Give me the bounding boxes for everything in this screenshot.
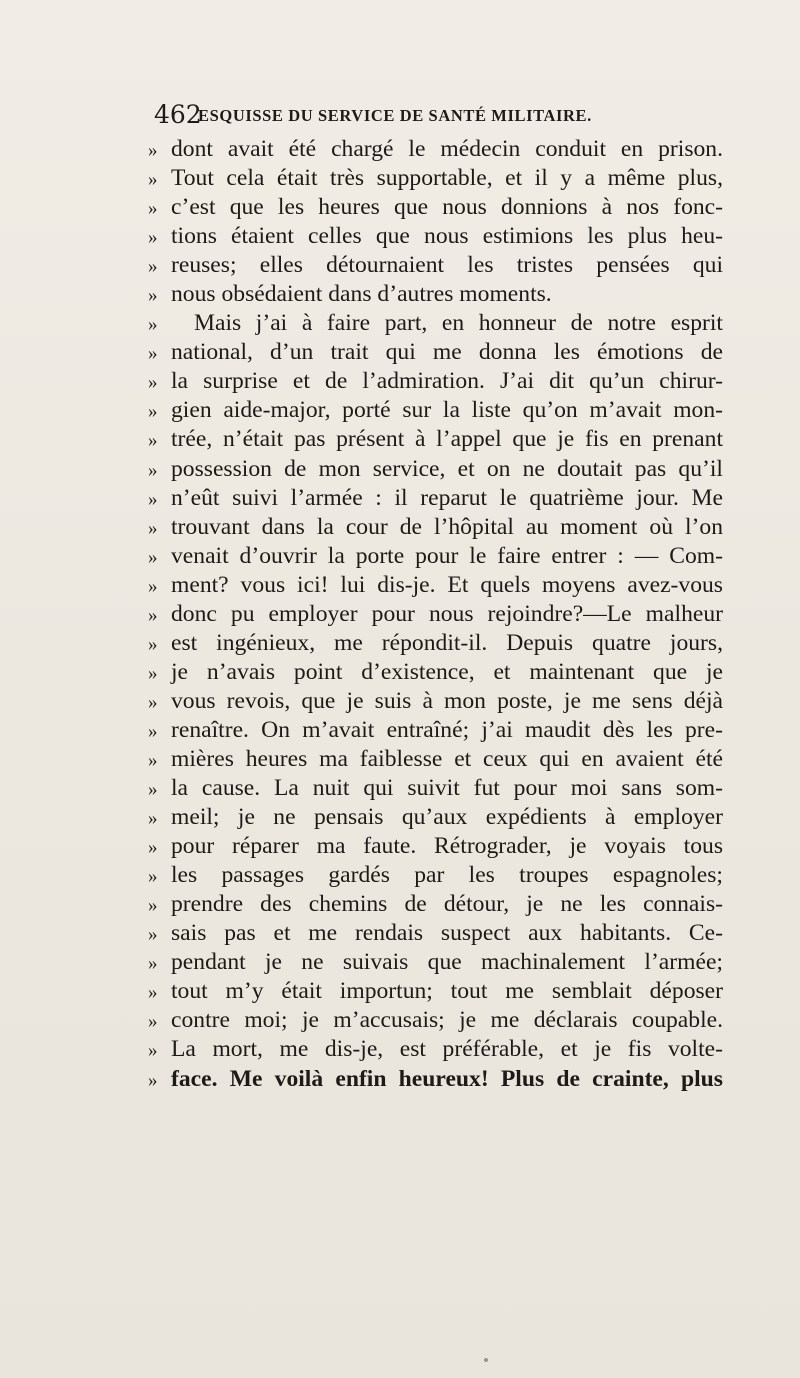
- line-text: dont avait été chargé le médecin conduit en prison.: [171, 136, 723, 162]
- page-header: [154, 100, 714, 130]
- page-number: 462: [154, 100, 202, 129]
- text-line: [148, 600, 723, 629]
- line-text: la cause. La nuit qui suivit fut pour moi sans som-: [171, 775, 723, 802]
- quote-mark: »: [148, 198, 158, 220]
- quote-mark: »: [148, 372, 158, 394]
- text-line: [148, 164, 723, 193]
- text-line: [148, 716, 723, 745]
- quote-mark: »: [148, 895, 158, 917]
- line-text: les passages gardés par les troupes espagnoles;: [171, 862, 723, 889]
- text-line: [148, 774, 723, 803]
- text-line: [148, 396, 723, 425]
- text-line: [148, 571, 723, 600]
- text-line: [148, 832, 723, 861]
- quote-mark: »: [148, 691, 158, 713]
- quote-mark: »: [148, 575, 158, 597]
- quote-mark: »: [148, 488, 158, 510]
- text-line: [148, 629, 723, 658]
- text-line: [148, 425, 723, 454]
- body-text: [148, 135, 723, 1094]
- quote-mark: »: [148, 924, 158, 946]
- quote-mark: »: [148, 227, 158, 249]
- quote-mark: »: [148, 662, 158, 684]
- line-text: tout m’y était importun; tout me semblait déposer: [171, 978, 723, 1005]
- text-line: [148, 861, 723, 890]
- line-text: mières heures ma faiblesse et ceux qui en avaient été: [171, 745, 723, 772]
- line-text: gien aide-major, porté sur la liste qu’on m’avait mon-: [171, 397, 723, 424]
- quote-mark: »: [148, 633, 158, 655]
- text-line: [148, 919, 723, 948]
- line-text: trée, n’était pas présent à l’appel que je fis en prenant: [171, 426, 723, 453]
- text-line: [148, 455, 723, 484]
- text-line: [148, 251, 723, 280]
- text-line: [148, 135, 723, 164]
- line-text: venait d’ouvrir la porte pour le faire entrer : — Com-: [171, 542, 723, 569]
- text-line: [148, 948, 723, 977]
- quote-mark: »: [148, 546, 158, 568]
- line-text: nous obsédaient dans d’autres moments.: [171, 281, 552, 308]
- text-line: [148, 803, 723, 832]
- line-text: meil; je ne pensais qu’aux expédients à employer: [171, 804, 723, 831]
- text-line: [148, 745, 723, 774]
- text-line: [148, 687, 723, 716]
- quote-mark: »: [148, 256, 158, 278]
- quote-mark: »: [148, 720, 158, 742]
- line-text: sais pas et me rendais suspect aux habitants. Ce-: [171, 920, 723, 947]
- text-line: [148, 977, 723, 1006]
- line-text: tions étaient celles que nous estimions les plus heu-: [171, 223, 723, 250]
- line-text: c’est que les heures que nous donnions à nos fonc-: [171, 194, 723, 221]
- line-text: national, d’un trait qui me donna les émotions de: [171, 339, 723, 366]
- text-line: [148, 484, 723, 513]
- quote-mark: »: [148, 1069, 158, 1091]
- quote-mark: »: [148, 604, 158, 626]
- line-text: vous revois, que je suis à mon poste, je me sens déjà: [171, 687, 723, 714]
- quote-mark: »: [148, 285, 158, 307]
- line-text: la surprise et de l’admiration. J’ai dit qu’un chirur-: [171, 368, 723, 395]
- line-text: reuses; elles détournaient les tristes pensées qui: [171, 252, 723, 279]
- line-text: est ingénieux, me répondit-il. Depuis quatre jours,: [171, 629, 723, 656]
- quote-mark: »: [148, 169, 158, 191]
- text-line: [148, 1006, 723, 1035]
- text-line: [148, 513, 723, 542]
- quote-mark: »: [148, 343, 158, 365]
- text-line: [148, 1065, 723, 1094]
- line-text: contre moi; je m’accusais; je me déclarais coupable.: [171, 1007, 723, 1034]
- line-text: La mort, me dis-je, est préférable, et je fis volte-: [171, 1036, 723, 1063]
- line-text: possession de mon service, et on ne doutait pas qu’il: [171, 455, 723, 482]
- quote-mark: »: [148, 1040, 158, 1062]
- quote-mark: »: [148, 749, 158, 771]
- line-text: face. Me voilà enfin heureux! Plus de crainte, plus: [171, 1065, 723, 1092]
- text-line: [148, 1035, 723, 1064]
- quote-mark: »: [148, 808, 158, 830]
- line-text: donc pu employer pour nous rejoindre?—Le malheur: [171, 600, 723, 627]
- quote-mark: »: [148, 953, 158, 975]
- text-line: [148, 542, 723, 571]
- text-line: [148, 309, 723, 338]
- ink-spot: [484, 1358, 488, 1362]
- line-text: renaître. On m’avait entraîné; j’ai maudit dès les pre-: [171, 716, 723, 743]
- quote-mark: »: [148, 866, 158, 888]
- quote-mark: »: [148, 314, 158, 336]
- line-text: Tout cela était très supportable, et il y a même plus,: [171, 165, 723, 192]
- quote-mark: »: [148, 837, 158, 859]
- text-line: [148, 280, 723, 309]
- line-text: pour réparer ma faute. Rétrograder, je voyais tous: [171, 833, 723, 860]
- line-text: Mais j’ai à faire part, en honneur de notre esprit: [194, 310, 723, 337]
- line-text: ment? vous ici! lui dis-je. Et quels moyens avez-vous: [171, 571, 723, 598]
- quote-mark: »: [148, 430, 158, 452]
- quote-mark: »: [148, 401, 158, 423]
- text-line: [148, 658, 723, 687]
- line-text: n’eût suivi l’armée : il reparut le quatrième jour. Me: [171, 484, 723, 511]
- line-text: prendre des chemins de détour, je ne les connais-: [171, 891, 723, 918]
- text-line: [148, 367, 723, 396]
- text-line: [148, 193, 723, 222]
- line-text: pendant je ne suivais que machinalement l’armée;: [171, 949, 723, 976]
- quote-mark: »: [148, 517, 158, 539]
- quote-mark: »: [148, 982, 158, 1004]
- text-line: [148, 222, 723, 251]
- quote-mark: »: [148, 140, 158, 161]
- running-title: ESQUISSE DU SERVICE DE SANTÉ MILITAIRE.: [198, 106, 592, 125]
- text-line: [148, 890, 723, 919]
- quote-mark: »: [148, 459, 158, 481]
- quote-mark: »: [148, 779, 158, 801]
- quote-mark: »: [148, 1011, 158, 1033]
- line-text: trouvant dans la cour de l’hôpital au moment où l’on: [171, 513, 723, 540]
- line-text: je n’avais point d’existence, et maintenant que je: [171, 658, 723, 685]
- text-line: [148, 338, 723, 367]
